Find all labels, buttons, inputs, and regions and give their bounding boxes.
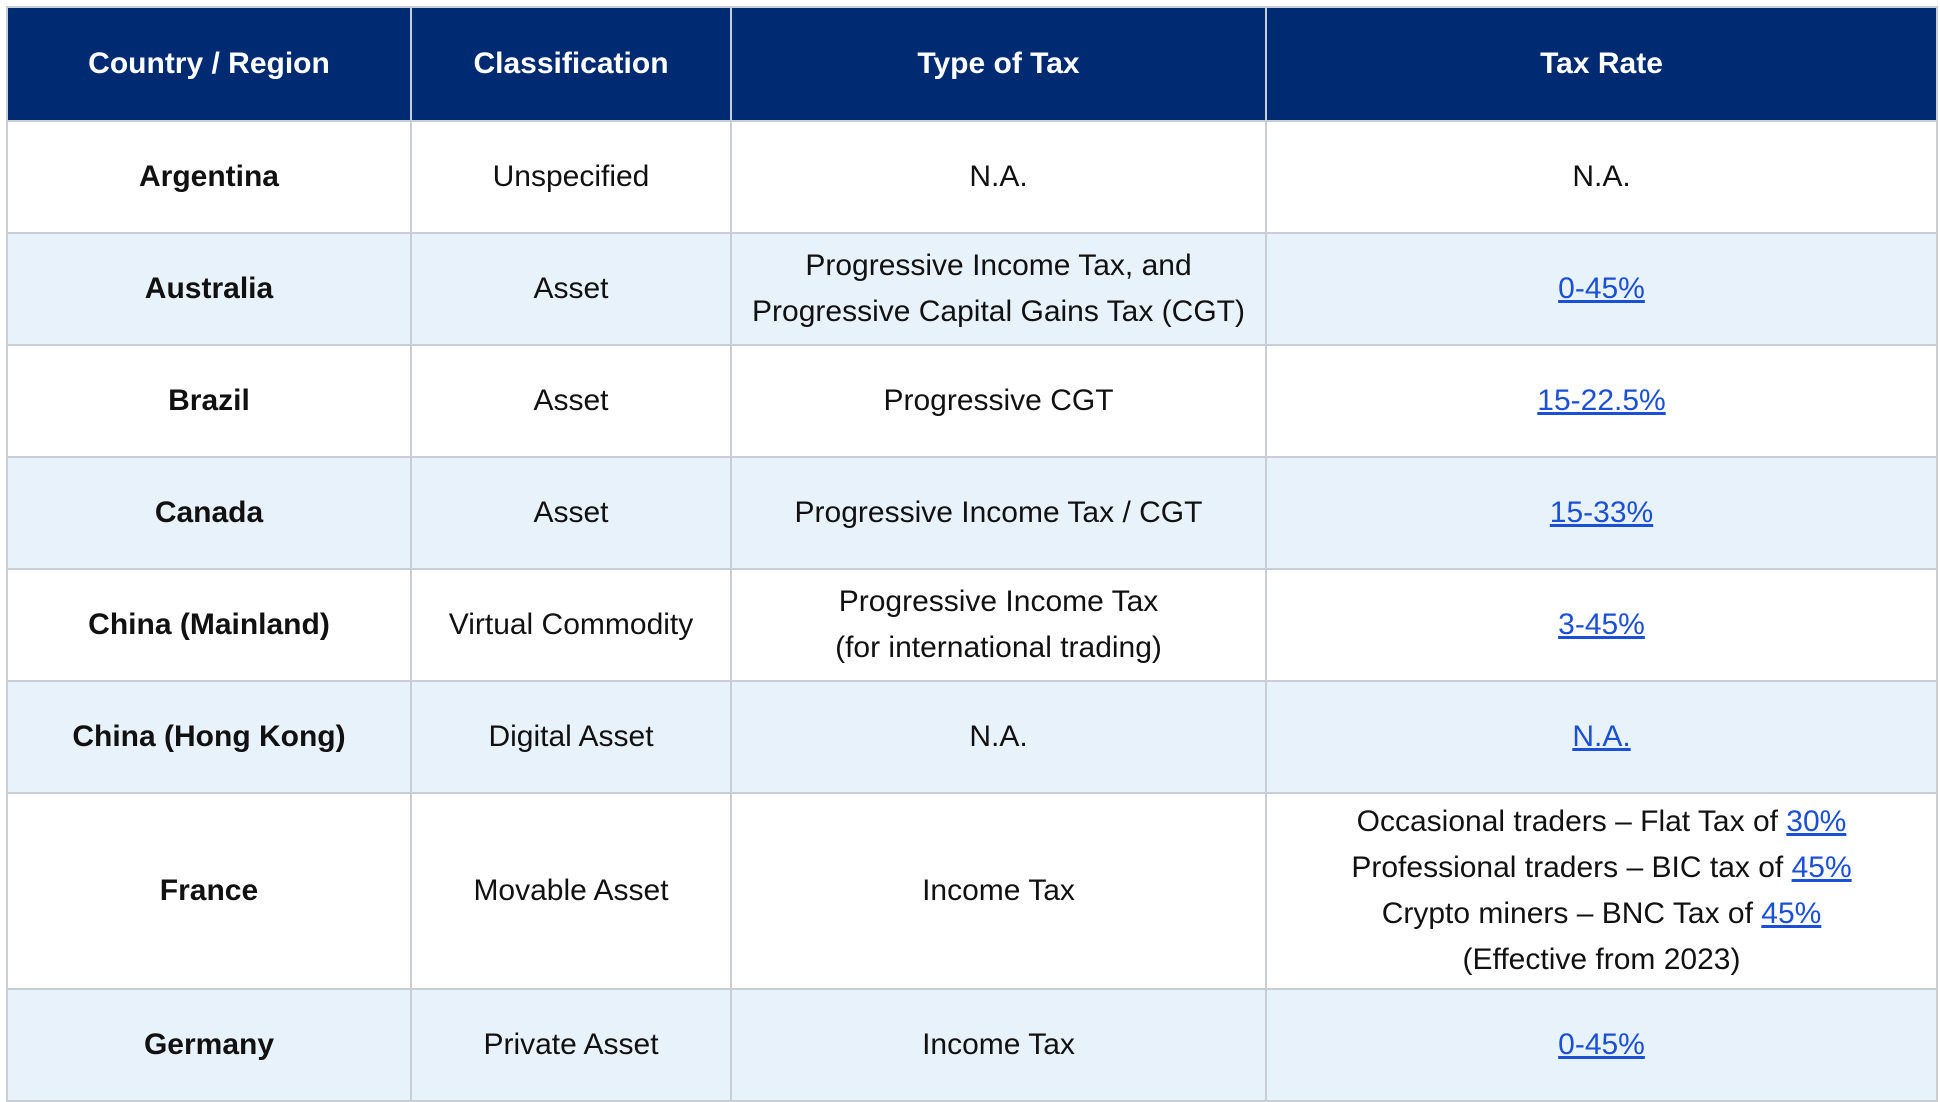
country-cell: China (Mainland) <box>7 569 411 681</box>
country-cell: France <box>7 793 411 989</box>
table-row <box>7 681 1937 793</box>
rate-link[interactable]: 45% <box>1761 897 1822 930</box>
country-cell: Australia <box>7 233 411 345</box>
crypto-tax-table <box>6 6 1938 1102</box>
type-line: Progressive Capital Gains Tax (CGT) <box>752 295 1245 328</box>
rate-text: N.A. <box>1572 160 1631 193</box>
rate-link[interactable]: 15-33% <box>1549 496 1654 529</box>
rate-cell <box>1266 345 1937 457</box>
country-cell: Brazil <box>7 345 411 457</box>
table-row <box>7 345 1937 457</box>
country-cell: China (Hong Kong) <box>7 681 411 793</box>
rate-link[interactable]: N.A. <box>1572 720 1631 753</box>
classification-cell: Unspecified <box>411 121 731 233</box>
type-cell <box>731 121 1266 233</box>
rate-cell <box>1266 457 1937 569</box>
type-line: Progressive Income Tax, and <box>805 249 1192 282</box>
rate-line <box>1277 799 1926 845</box>
rate-cell <box>1266 681 1937 793</box>
table-row <box>7 457 1937 569</box>
header-country: Country / Region <box>7 7 411 121</box>
type-cell <box>731 681 1266 793</box>
type-cell <box>731 793 1266 989</box>
type-line: Income Tax <box>922 874 1075 907</box>
rate-link[interactable]: 45% <box>1791 851 1852 884</box>
type-line: Progressive Income Tax / CGT <box>794 496 1203 529</box>
rate-cell <box>1266 989 1937 1101</box>
header-classification: Classification <box>411 7 731 121</box>
rate-line <box>1277 845 1926 891</box>
type-line: N.A. <box>969 720 1028 753</box>
classification-cell: Movable Asset <box>411 793 731 989</box>
country-cell: Germany <box>7 989 411 1101</box>
rate-cell <box>1266 793 1937 989</box>
country-cell: Argentina <box>7 121 411 233</box>
rate-cell <box>1266 569 1937 681</box>
rate-line <box>1277 937 1926 983</box>
header-tax-rate: Tax Rate <box>1266 7 1937 121</box>
table-row <box>7 233 1937 345</box>
header-type-of-tax: Type of Tax <box>731 7 1266 121</box>
type-line: Income Tax <box>922 1028 1075 1061</box>
rate-line-text: (Effective from 2023) <box>1462 943 1741 976</box>
type-line: Progressive CGT <box>883 384 1114 417</box>
table-row <box>7 121 1937 233</box>
table-row <box>7 793 1937 989</box>
type-cell <box>731 345 1266 457</box>
rate-link[interactable]: 0-45% <box>1558 272 1645 305</box>
type-line: N.A. <box>969 160 1028 193</box>
type-cell <box>731 569 1266 681</box>
classification-cell: Asset <box>411 345 731 457</box>
classification-cell: Asset <box>411 457 731 569</box>
tax-table-container <box>6 6 1936 1102</box>
table-row <box>7 989 1937 1101</box>
rate-cell <box>1266 121 1937 233</box>
type-cell <box>731 989 1266 1101</box>
rate-link[interactable]: 0-45% <box>1558 1028 1645 1061</box>
header-row <box>7 7 1937 121</box>
rate-line-text: Crypto miners – BNC Tax of <box>1381 897 1762 930</box>
type-cell <box>731 457 1266 569</box>
type-line: Progressive Income Tax <box>838 585 1159 618</box>
type-line: (for international trading) <box>835 631 1162 664</box>
rate-link[interactable]: 15-22.5% <box>1537 384 1666 417</box>
classification-cell: Digital Asset <box>411 681 731 793</box>
rate-cell <box>1266 233 1937 345</box>
rate-line-text: Occasional traders – Flat Tax of <box>1356 805 1787 838</box>
type-cell <box>731 233 1266 345</box>
rate-line-text: Professional traders – BIC tax of <box>1351 851 1792 884</box>
classification-cell: Private Asset <box>411 989 731 1101</box>
table-row <box>7 569 1937 681</box>
country-cell: Canada <box>7 457 411 569</box>
rate-link[interactable]: 3-45% <box>1558 608 1645 641</box>
rate-link[interactable]: 30% <box>1786 805 1847 838</box>
rate-line <box>1277 891 1926 937</box>
classification-cell: Virtual Commodity <box>411 569 731 681</box>
classification-cell: Asset <box>411 233 731 345</box>
